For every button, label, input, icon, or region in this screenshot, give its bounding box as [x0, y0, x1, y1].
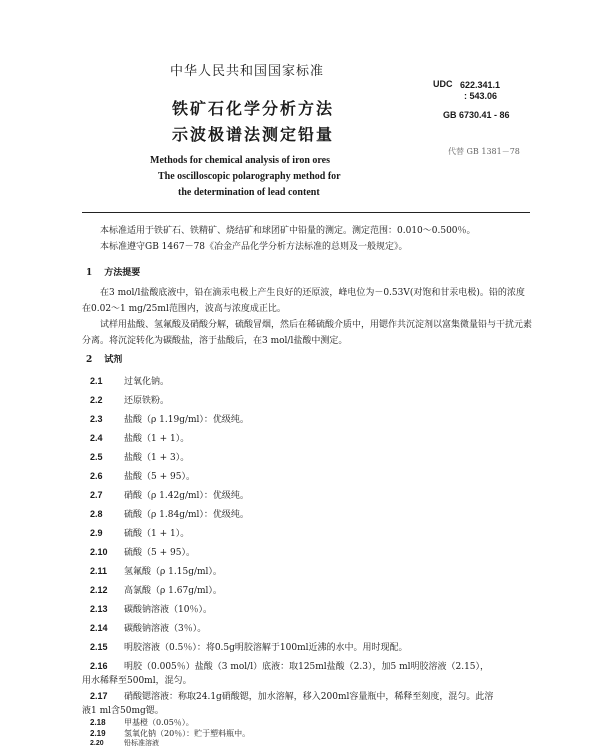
- list-item: 2.14 碳酸钠溶液（3％）。: [90, 623, 207, 634]
- section-1-paragraph-1: 在3 mol/l盐酸底液中，铅在滴汞电极上产生良好的还原波，峰电位为－0.53V(对饱和甘汞电极)。铅的浓度在0.02～1 mg/25ml范围内，波高与浓度成正比。: [82, 288, 525, 314]
- list-item: 2.20 铅标准溶液: [90, 739, 159, 747]
- title-cn-line2: 示波极谱法测定铅量: [172, 125, 335, 144]
- list-item: 2.19 氢氧化钠（20％）：贮于塑料瓶中。: [90, 729, 251, 738]
- section-1-number: 1: [86, 268, 93, 278]
- list-item-2-17: 2.17 硝酸锶溶液：称取24.1g硝酸锶，加水溶解，移入200ml容量瓶中，稀释至刻度，混匀。此溶: [90, 691, 494, 702]
- list-item: 2.7 硝酸（ρ 1.42g/ml）：优级纯。: [90, 490, 249, 501]
- list-item: 2.12 高氯酸（ρ 1.67g/ml）。: [90, 585, 222, 596]
- section-1-paragraph-2: 试样用盐酸、氢氟酸及硝酸分解，硫酸冒烟，然后在稀硫酸介质中，用锶作共沉淀剂以富集微量铅与干扰元素分离。将沉淀转化为碳酸盐，溶于盐酸后，在3 mol/l盐酸中测定。: [82, 320, 533, 346]
- section-1-title: 方法提要: [104, 268, 141, 278]
- section-1-heading: [86, 265, 140, 278]
- list-item-2-16: 2.16 明胶（0.005％）盐酸（3 mol/l）底液：取125ml盐酸（2.3），加5 ml明胶溶液（2.15），: [90, 661, 490, 672]
- list-item: 2.10 硫酸（5 + 95）。: [90, 547, 195, 558]
- list-item: 2.11 氢氟酸（ρ 1.15g/ml）。: [90, 566, 222, 577]
- list-item-2-16-continued: 用水稀释至500ml，混匀。: [82, 676, 192, 686]
- list-item-2-17-continued: 液1 ml含50mg锶。: [82, 706, 164, 716]
- udc-code-2: : 543.06: [464, 91, 498, 101]
- top-divider: [82, 212, 530, 213]
- title-en-line1: Methods for chemical analysis of iron ores: [150, 155, 330, 166]
- udc-code-1: 622.341.1: [460, 80, 501, 90]
- list-item: 2.18 甲基橙（0.05％）。: [90, 718, 194, 727]
- list-item: 2.5 盐酸（1 + 3）。: [90, 452, 190, 463]
- list-item: 2.13 碳酸钠溶液（10％）。: [90, 604, 212, 615]
- list-item: 2.9 硫酸（1 + 1）。: [90, 528, 190, 539]
- title-cn-line1: 铁矿石化学分析方法: [172, 99, 335, 118]
- title-en-line3: the determination of lead content: [178, 187, 320, 198]
- title-en-line2: The oscilloscopic polarography method for: [158, 171, 341, 182]
- udc-label: UDC: [433, 79, 453, 89]
- section-2-title: 试剂: [104, 355, 123, 365]
- national-standard-header: 中华人民共和国国家标准: [170, 64, 325, 79]
- list-item: 2.6 盐酸（5 + 95）。: [90, 471, 195, 482]
- list-item: 2.2 还原铁粉。: [90, 395, 170, 406]
- intro-paragraph-2: 本标准遵守GB 1467－78《冶金产品化学分析方法标准的总则及一般规定》。: [100, 242, 408, 252]
- list-item: 2.4 盐酸（1 + 1）。: [90, 433, 190, 444]
- list-item: 2.15 明胶溶液（0.5％）：将0.5g明胶溶解于100ml近沸的水中。用时现配。: [90, 642, 408, 653]
- section-2-heading: [86, 352, 122, 365]
- intro-paragraph-1: 本标准适用于铁矿石、铁精矿、烧结矿和球团矿中铅量的测定。测定范围：0.010～0.500％。: [100, 226, 476, 236]
- list-item: 2.1 过氧化钠。: [90, 376, 170, 387]
- section-2-number: 2: [86, 355, 93, 365]
- list-item: 2.8 硫酸（ρ 1.84g/ml）：优级纯。: [90, 509, 249, 520]
- list-item: 2.3 盐酸（ρ 1.19g/ml）：优级纯。: [90, 414, 249, 425]
- replaces-code: 代替 GB 1381－78: [448, 147, 520, 156]
- gb-code: GB 6730.41 - 86: [443, 110, 510, 120]
